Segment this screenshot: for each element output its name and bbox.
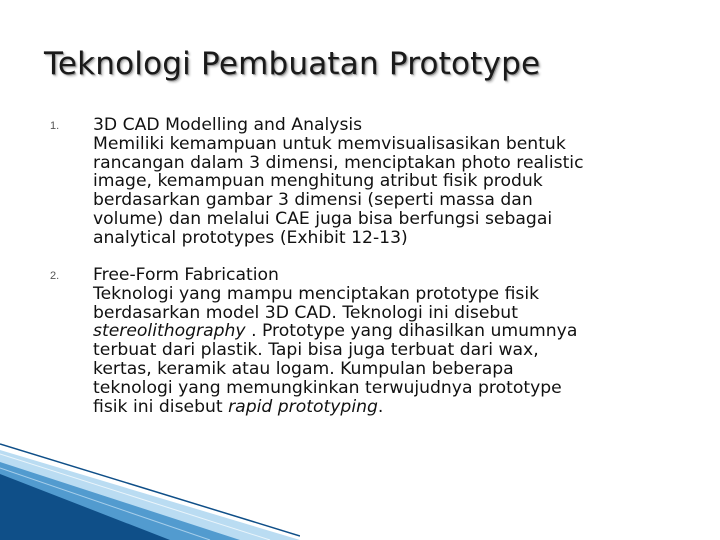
list-item-1-text [93, 116, 713, 248]
slide-title: Teknologi Pembuatan Prototype [44, 46, 541, 82]
item-1-line: image, kemampuan menghitung atribut fisik produk [93, 171, 543, 192]
item-1-line: Memiliki kemampuan untuk memvisualisasikan bentuk [93, 133, 566, 154]
term-rapid-prototyping: rapid prototyping [228, 396, 378, 417]
item-2-line-text: . [377, 396, 384, 417]
corner-decoration [0, 440, 300, 540]
item-1-line: rancangan dalam 3 dimensi, menciptakan photo realistic [93, 152, 584, 173]
item-2-line [93, 398, 713, 417]
item-2-line: kertas, keramik atau logam. Kumpulan beberapa [93, 358, 514, 379]
list-item-2-text [93, 266, 713, 416]
item-1-line: volume) dan melalui CAE juga bisa berfungsi sebagai [93, 208, 553, 229]
item-2-line: berdasarkan model 3D CAD. Teknologi ini disebut [93, 302, 518, 323]
item-1-heading: 3D CAD Modelling and Analysis [93, 115, 363, 135]
item-2-line [93, 322, 713, 341]
term-stereolithography: stereolithography [93, 321, 246, 342]
item-2-line-text: . Prototype yang dihasilkan umumnya [245, 321, 578, 342]
item-2-line: Teknologi yang mampu menciptakan prototype fisik [93, 283, 540, 304]
item-2-heading: Free-Form Fabrication [93, 265, 279, 285]
item-1-line: analytical prototypes (Exhibit 12-13) [93, 227, 408, 248]
item-2-line: terbuat dari plastik. Tapi bisa juga terbuat dari wax, [93, 340, 539, 361]
list-number-2: 2. [50, 270, 60, 282]
item-1-line: berdasarkan gambar 3 dimensi (seperti massa dan [93, 190, 533, 211]
item-2-line-text: fisik ini disebut [93, 396, 229, 417]
list-number-1: 1. [50, 120, 60, 132]
item-2-line: teknologi yang memungkinkan terwujudnya prototype [93, 377, 562, 398]
